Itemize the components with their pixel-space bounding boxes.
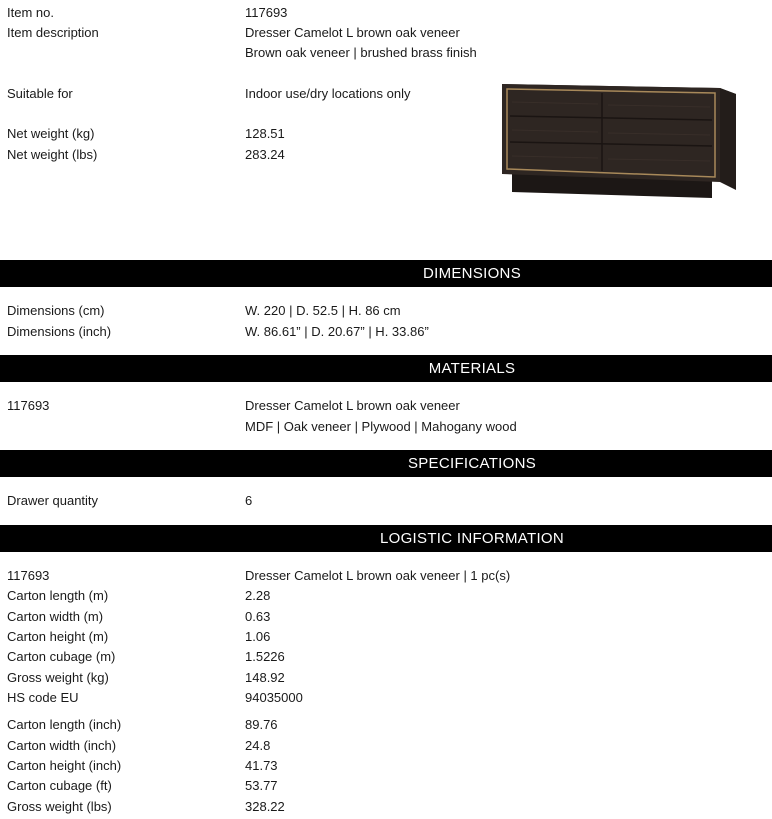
- logistics-value: 328.22: [245, 799, 285, 814]
- materials-row: [0, 396, 772, 416]
- drawer-quantity-row: [0, 491, 772, 511]
- logistics-row: [0, 688, 772, 708]
- logistics-row: [0, 586, 772, 606]
- item-no-label: Item no.: [7, 5, 54, 20]
- logistics-title: Dresser Camelot L brown oak veneer | 1 pc(s): [245, 568, 511, 583]
- item-desc-label: Item description: [7, 25, 99, 40]
- materials-header: [0, 355, 772, 382]
- dimensions-header: [0, 260, 772, 287]
- suitable-value: Indoor use/dry locations only: [245, 86, 411, 101]
- logistics-label: Carton cubage (m): [7, 649, 116, 664]
- logistics-row: [0, 627, 772, 647]
- logistics-value: 89.76: [245, 717, 278, 732]
- net-lbs-value: 283.24: [245, 147, 285, 162]
- materials-row-2: [0, 417, 772, 437]
- specifications-heading: SPECIFICATIONS: [407, 455, 537, 472]
- logistics-label: Carton height (inch): [7, 758, 122, 773]
- item-no-value: 117693: [245, 5, 288, 20]
- dimensions-heading: DIMENSIONS: [422, 265, 521, 282]
- logistics-label: Gross weight (lbs): [7, 799, 112, 814]
- logistics-code: 117693: [7, 568, 50, 583]
- item-desc-row-2: [0, 43, 772, 63]
- logistics-value: 1.5226: [245, 649, 285, 664]
- logistics-value: 53.77: [245, 778, 278, 793]
- dresser-illustration: [498, 78, 738, 202]
- drawer-quantity-label: Drawer quantity: [7, 493, 99, 508]
- dimensions-inch-label: Dimensions (inch): [7, 324, 112, 339]
- logistics-row: [0, 668, 772, 688]
- dimensions-inch-value: W. 86.61” | D. 20.67” | H. 33.86”: [245, 324, 429, 339]
- logistics-row: [0, 776, 772, 796]
- dimensions-cm-row: [0, 301, 772, 321]
- logistics-label: Carton height (m): [7, 629, 109, 644]
- logistics-label: Carton cubage (ft): [7, 778, 112, 793]
- item-no-row: [0, 3, 772, 23]
- dimensions-cm-value: W. 220 | D. 52.5 | H. 86 cm: [245, 303, 401, 318]
- materials-heading: MATERIALS: [428, 360, 516, 377]
- logistics-label: Carton length (m): [7, 588, 109, 603]
- logistics-heading: LOGISTIC INFORMATION: [379, 530, 565, 547]
- net-kg-label: Net weight (kg): [7, 126, 95, 141]
- logistics-value: 24.8: [245, 738, 271, 753]
- item-desc-line2: Brown oak veneer | brushed brass finish: [245, 45, 477, 60]
- net-kg-value: 128.51: [245, 126, 285, 141]
- logistics-row: [0, 647, 772, 667]
- drawer-quantity-value: 6: [245, 493, 253, 508]
- logistics-row: [0, 715, 772, 735]
- logistics-label: Carton width (inch): [7, 738, 117, 753]
- item-desc-line1: Dresser Camelot L brown oak veneer: [245, 25, 460, 40]
- logistics-header: [0, 525, 772, 552]
- item-desc-row: [0, 23, 772, 43]
- logistics-label: Carton length (inch): [7, 717, 122, 732]
- logistics-row: [0, 736, 772, 756]
- logistics-value: 94035000: [245, 690, 303, 705]
- materials-code: 117693: [7, 398, 50, 413]
- logistics-label: HS code EU: [7, 690, 79, 705]
- specifications-header: [0, 450, 772, 477]
- logistics-title-row: [0, 566, 772, 586]
- logistics-label: Gross weight (kg): [7, 670, 109, 685]
- materials-line1: Dresser Camelot L brown oak veneer: [245, 398, 460, 413]
- logistics-value: 2.28: [245, 588, 271, 603]
- logistics-value: 1.06: [245, 629, 271, 644]
- product-image: [498, 78, 738, 202]
- net-lbs-label: Net weight (lbs): [7, 147, 98, 162]
- logistics-row: [0, 797, 772, 817]
- materials-line2: MDF | Oak veneer | Plywood | Mahogany wood: [245, 419, 517, 434]
- suitable-label: Suitable for: [7, 86, 73, 101]
- logistics-value: 41.73: [245, 758, 278, 773]
- logistics-value: 148.92: [245, 670, 285, 685]
- dimensions-cm-label: Dimensions (cm): [7, 303, 105, 318]
- logistics-row: [0, 756, 772, 776]
- logistics-row: [0, 607, 772, 627]
- dimensions-inch-row: [0, 322, 772, 342]
- logistics-value: 0.63: [245, 609, 271, 624]
- logistics-label: Carton width (m): [7, 609, 104, 624]
